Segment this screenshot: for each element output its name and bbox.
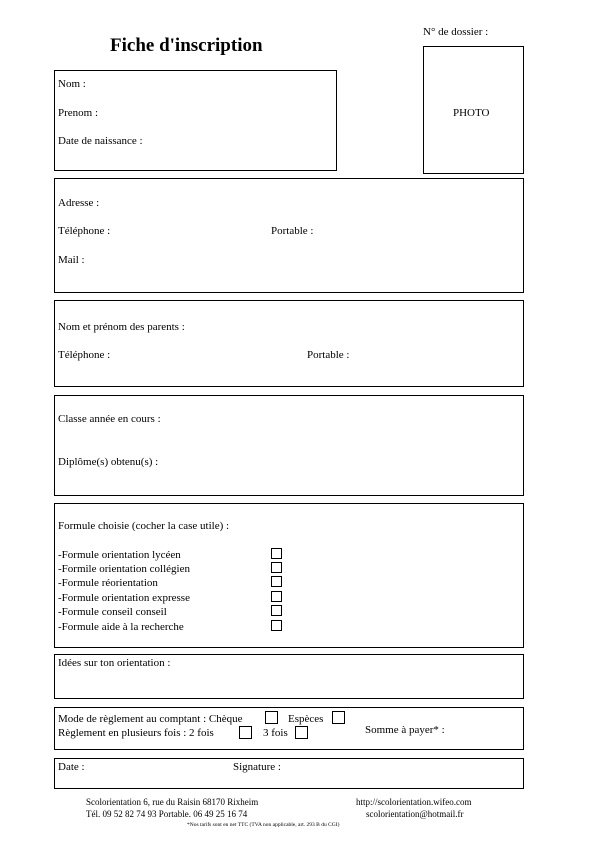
parents-telephone-label: Téléphone : <box>58 349 111 361</box>
school-section <box>54 395 524 496</box>
date-label: Date : <box>58 761 85 773</box>
reglement-comptant-label: Mode de règlement au comptant : Chèque <box>58 713 243 725</box>
footer-tax-note: *Nos tarifs sont en net TTC (TVA non applicable, art. 293 B du CGI) <box>187 822 340 828</box>
dossier-number-label: N° de dossier : <box>423 26 489 38</box>
checkbox-expresse[interactable] <box>271 591 282 602</box>
reglement-plusieurs-label: Règlement en plusieurs fois : 2 fois <box>58 727 214 739</box>
formule-section <box>54 503 524 648</box>
adresse-label: Adresse : <box>58 197 100 209</box>
photo-box[interactable] <box>423 46 524 174</box>
footer-website-link[interactable]: http://scolorientation.wifeo.com <box>356 797 472 807</box>
checkbox-2-fois[interactable] <box>239 726 252 739</box>
contact-section <box>54 178 524 293</box>
parents-portable-label: Portable : <box>307 349 350 361</box>
checkbox-reorientation[interactable] <box>271 576 282 587</box>
checkbox-3-fois[interactable] <box>295 726 308 739</box>
formule-option-conseil: -Formule conseil conseil <box>58 606 167 618</box>
portable-label: Portable : <box>271 225 314 237</box>
formule-option-recherche: -Formule aide à la recherche <box>58 621 184 633</box>
photo-label: PHOTO <box>453 107 490 119</box>
parents-name-label: Nom et prénom des parents : <box>58 321 185 333</box>
formule-option-collegien: -Formile orientation collégien <box>58 563 190 575</box>
nom-label: Nom : <box>58 78 86 90</box>
date-signature-section <box>54 758 524 789</box>
formule-option-reorientation: -Formule réorientation <box>58 577 158 589</box>
formule-heading: Formule choisie (cocher la case utile) : <box>58 520 230 532</box>
formule-option-lyceen: -Formule orientation lycéen <box>58 549 181 561</box>
mail-label: Mail : <box>58 254 85 266</box>
checkbox-especes[interactable] <box>332 711 345 724</box>
telephone-label: Téléphone : <box>58 225 111 237</box>
footer-address: Scolorientation 6, rue du Raisin 68170 Rixheim <box>86 797 259 807</box>
signature-label: Signature : <box>233 761 281 773</box>
prenom-label: Prenom : <box>58 107 99 119</box>
checkbox-conseil[interactable] <box>271 605 282 616</box>
idees-label: Idées sur ton orientation : <box>58 657 171 669</box>
identity-section <box>54 70 337 171</box>
especes-label: Espèces <box>288 713 324 725</box>
checkbox-cheque[interactable] <box>265 711 278 724</box>
somme-a-payer-label: Somme à payer* : <box>365 724 445 736</box>
date-naissance-label: Date de naissance : <box>58 135 143 147</box>
footer-phones: Tél. 09 52 82 74 93 Portable. 06 49 25 16 74 <box>86 809 248 819</box>
checkbox-recherche[interactable] <box>271 620 282 631</box>
footer-email-link[interactable]: scolorientation@hotmail.fr <box>366 809 464 819</box>
parents-section <box>54 300 524 387</box>
diplome-label: Diplôme(s) obtenu(s) : <box>58 456 159 468</box>
checkbox-lyceen[interactable] <box>271 548 282 559</box>
trois-fois-label: 3 fois <box>263 727 288 739</box>
page-title: Fiche d'inscription <box>110 35 263 56</box>
classe-label: Classe année en cours : <box>58 413 161 425</box>
idees-section[interactable] <box>54 654 524 699</box>
formule-option-expresse: -Formule orientation expresse <box>58 592 190 604</box>
reglement-section <box>54 707 524 750</box>
checkbox-collegien[interactable] <box>271 562 282 573</box>
